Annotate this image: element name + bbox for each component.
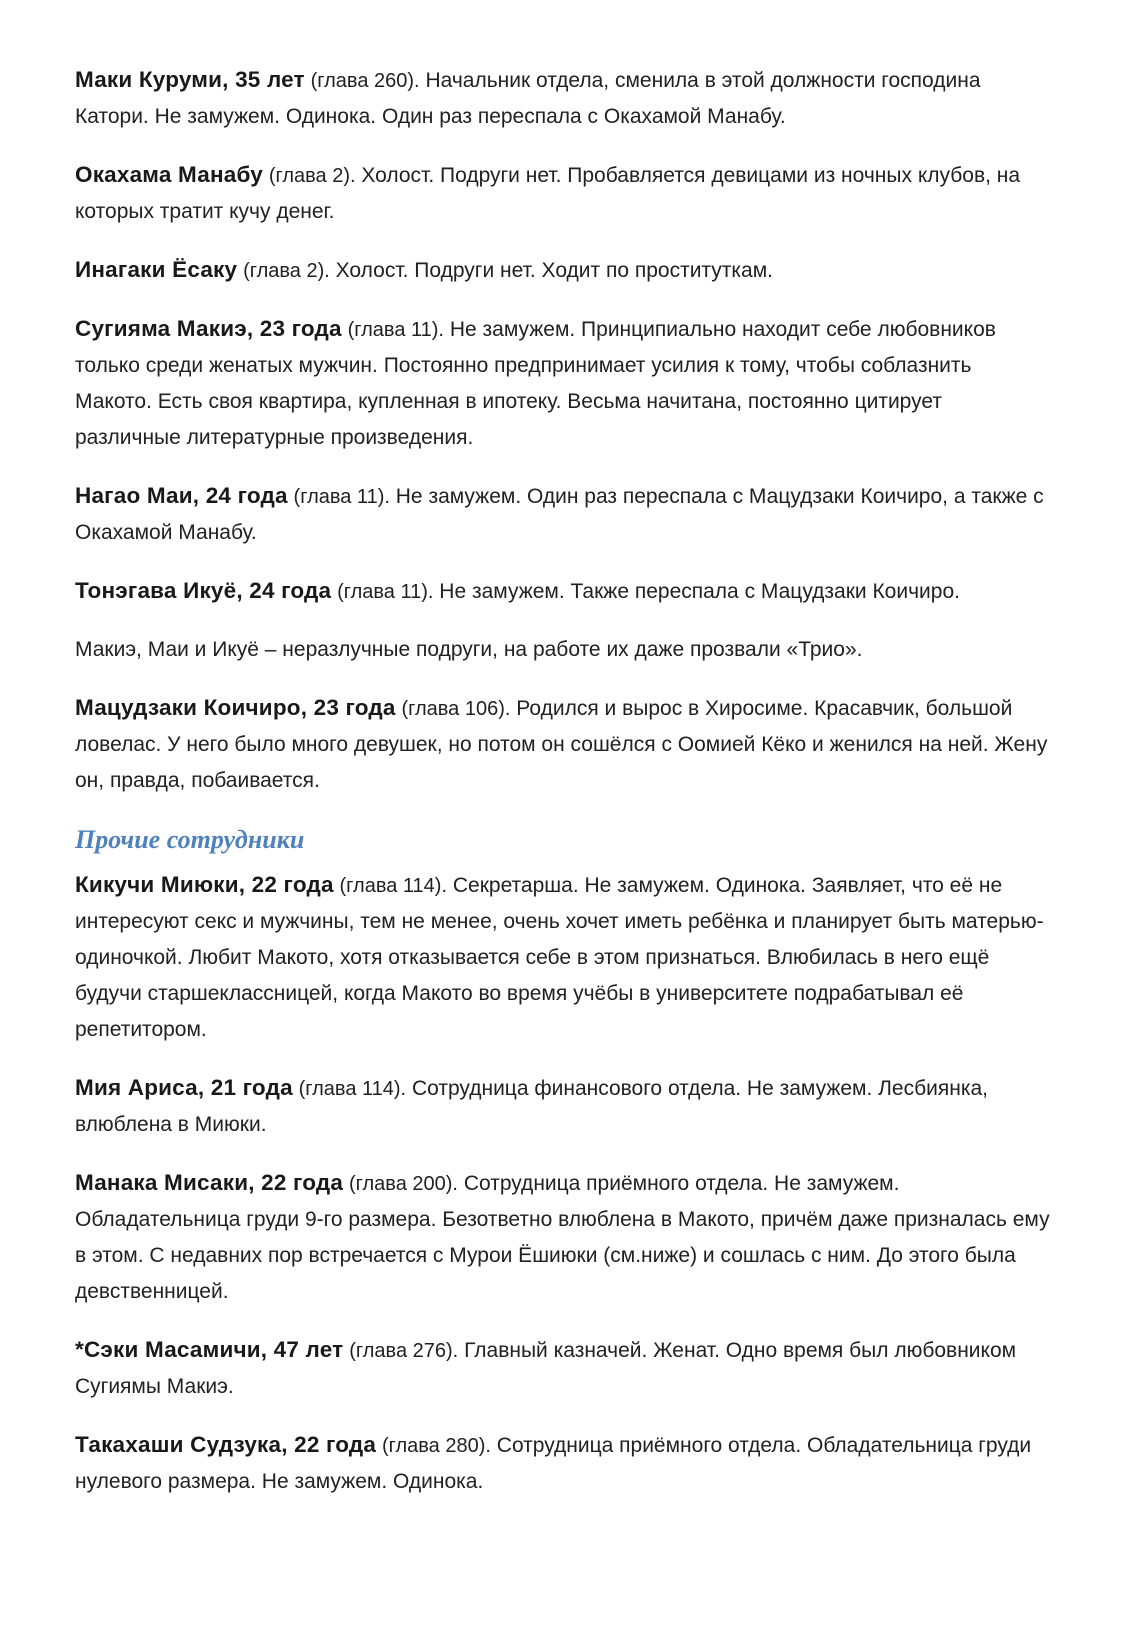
chapter-reference: (глава 2). [243,260,330,282]
character-name: Окахама Манабу [75,162,263,187]
character-description: Не замужем. Один раз переспала с Мацудзаки Коичиро, а также с Окахамой Манабу. [75,485,1044,544]
character-description: Начальник отдела, сменила в этой должности господина Катори. Не замужем. Одинока. Один раз переспала с Окахамой Манабу. [75,69,981,128]
chapter-reference: (глава 200). [348,1173,458,1195]
chapter-reference: (глава 11). [347,319,444,341]
character-entry [75,311,1050,456]
chapter-reference: (глава 11). [293,486,390,508]
character-description: Не замужем. Принципиально находит себе любовников только среди женатых мужчин. Постоянно предпринимает усилия к тому, чтобы соблазнить Макото. Есть своя квартира, купленная в ипотеку. Весьма начитана, постоянно цитирует различные литературные произведения. [75,318,996,449]
chapter-reference: (глава 280). [381,1435,491,1457]
chapter-reference: (глава 114). [339,875,448,897]
character-description: Сотрудница приёмного отдела. Обладательница груди нулевого размера. Не замужем. Одинока. [75,1434,1032,1493]
chapter-reference: (глава 276). [349,1340,459,1362]
character-name: Мия Ариса, 21 года [75,1075,293,1100]
character-description: Главный казначей. Женат. Одно время был любовником Сугиямы Макиэ. [75,1339,1017,1398]
character-description: Родился и вырос в Хиросиме. Красавчик, большой ловелас. У него было много девушек, но потом он сошёлся с Оомией Кёко и женился на ней. Жену он, правда, побаивается. [75,697,1048,792]
character-entry [75,690,1050,799]
character-name: *Сэки Масамичи, 47 лет [75,1337,344,1362]
character-name: Тонэгава Икуё, 24 года [75,578,332,603]
character-description: Сотрудница финансового отдела. Не замужем. Лесбиянка, влюблена в Миюки. [75,1077,989,1136]
character-name: Мацудзаки Коичиро, 23 года [75,695,396,720]
character-entry [75,157,1050,230]
character-description: Не замужем. Также переспала с Мацудзаки Коичиро. [439,580,960,603]
character-name: Маки Куруми, 35 лет [75,67,305,92]
character-entry [75,1427,1050,1500]
character-entry [75,62,1050,135]
character-description: Холост. Подруги нет. Пробавляется девицами из ночных клубов, на которых тратит кучу денег. [75,164,1021,223]
chapter-reference: (глава 114). [298,1078,407,1100]
character-description: Секретарша. Не замужем. Одинока. Заявляет, что её не интересуют секс и мужчины, тем не менее, очень хочет иметь ребёнка и планирует быть матерью-одиночкой. Любит Макото, хотя отказывается себе в этом признаться. Влюбилась в него ещё будучи старшеклассницей, когда Макото во время учёбы в университете подрабатывал её репетитором. [75,874,1044,1041]
character-description: Холост. Подруги нет. Ходит по проституткам. [335,259,774,282]
character-entry [75,1332,1050,1405]
chapter-reference: (глава 2). [268,165,356,187]
chapter-reference: (глава 106). [401,698,511,720]
character-entry [75,573,1050,610]
character-name: Такахаши Судзука, 22 года [75,1432,377,1457]
character-name: Кикучи Миюки, 22 года [75,872,334,897]
character-description: Сотрудница приёмного отдела. Не замужем. Обладательница груди 9-го размера. Безответно влюблена в Макото, причём даже призналась ему в этом. С недавних пор встречается с Мурои Ёшиюки (см.ниже) и сошлась с ним. До этого была девственницей. [75,1172,1050,1303]
character-entry [75,1165,1050,1310]
chapter-reference: (глава 260). [310,70,420,92]
character-entry [75,867,1050,1048]
section-heading: Прочие сотрудники [75,825,305,854]
character-name: Сугияма Макиэ, 23 года [75,316,342,341]
character-entry [75,1070,1050,1143]
character-entry [75,478,1050,551]
chapter-reference: (глава 11). [337,581,434,603]
note-paragraph: Макиэ, Маи и Икуё – неразлучные подруги, на работе их даже прозвали «Трио». [75,638,863,661]
character-name: Нагао Маи, 24 года [75,483,288,508]
character-name: Инагаки Ёсаку [75,257,238,282]
character-name: Манака Мисаки, 22 года [75,1170,344,1195]
character-entry [75,252,1050,289]
